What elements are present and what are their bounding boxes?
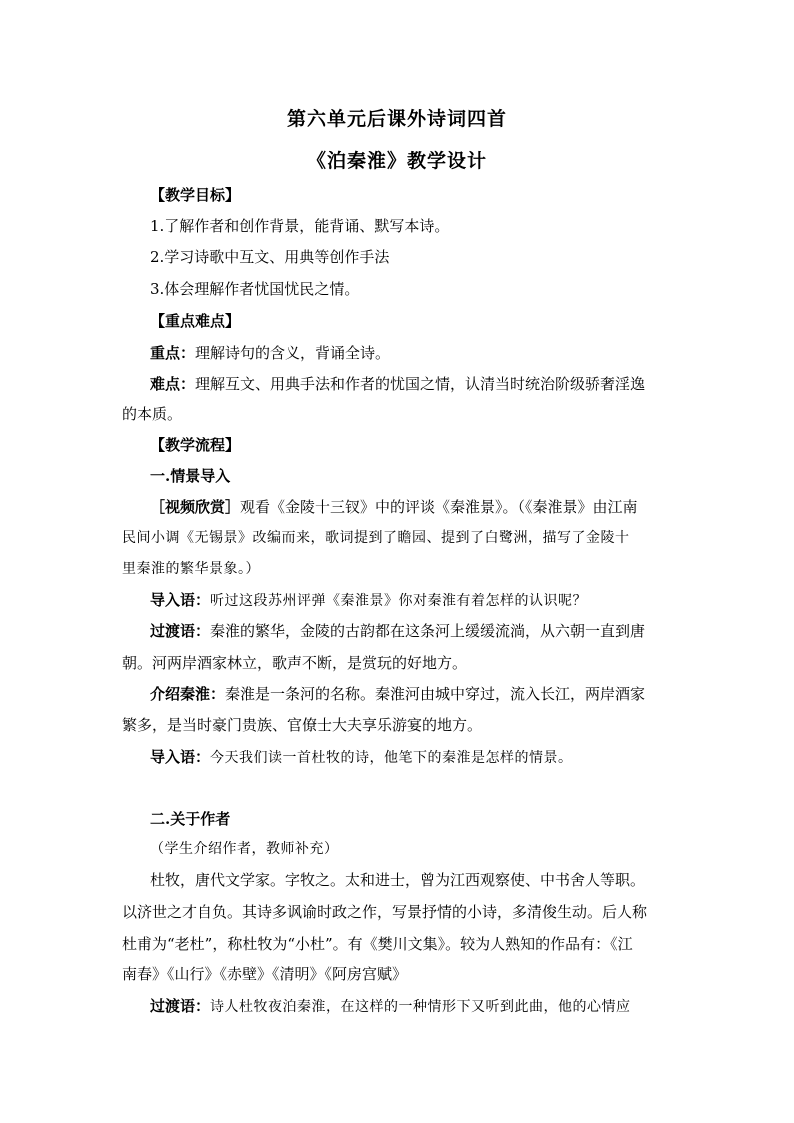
intro-line [150,590,682,612]
intro-label: 导入语： [150,591,211,609]
video-text-cont: 民间小调《无锡景》改编而来，歌词提到了瞻园、提到了白鹭洲，描写了金陵十 [122,530,630,546]
document-title: 第六单元后课外诗词四首 [286,108,507,130]
key-point-line [150,343,682,364]
difficulty-text: 理解互文、用典手法和作者的忧国之情，认清当时统治阶级骄奢淫逸 [195,375,646,393]
video-line [150,497,682,518]
document-subtitle: 《泊秦淮》教学设计 [306,150,487,172]
qinhuai-intro-line [150,684,682,705]
video-text-cont: 里秦淮的繁华景象。） [122,561,260,577]
author-text: 杜甫为“老杜”，称杜牧为“小杜”。有《樊川文集》。较为人熟知的作品有：《江 [122,935,633,953]
section-2-heading: 二.关于作者 [150,810,231,828]
transition-line-2 [150,996,682,1018]
section-1-heading: 一.情景导入 [150,467,231,485]
author-text: 以济世之才自负。其诗多讽谕时政之作，写景抒情的小诗，多清俊生动。后人称 [122,903,648,921]
flow-heading: 【教学流程】 [150,436,241,454]
video-label: ［视频欣赏］ [150,498,241,516]
intro-text: 今天我们读一首杜牧的诗，他笔下的秦淮是怎样的情景。 [210,750,573,766]
objective-item: 1.了解作者和创作背景，能背诵、默写本诗。 [150,217,450,235]
transition-text: 诗人杜牧夜泊秦淮，在这样的一种情形下又听到此曲，他的心情应 [210,999,631,1015]
difficulty-text-cont: 的本质。 [122,405,183,423]
author-text: 南春》《山行》《赤壁》《清明》《阿房宫赋》 [122,965,408,983]
author-text: 杜牧，唐代文学家。字牧之。太和进士，曾为江西观察使、中书舍人等职。 [150,871,646,889]
objectives-heading: 【教学目标】 [150,186,241,204]
transition-label: 过渡语： [150,622,211,640]
transition-label: 过渡语： [150,997,211,1015]
key-label: 重点： [150,344,196,362]
intro-label: 导入语： [150,748,211,766]
transition-text: 秦淮的繁华，金陵的古韵都在这条河上缓缓流淌，从六朝一直到唐 [210,622,646,640]
intro-text: 听过这段苏州评弹《秦淮景》你对秦淮有着怎样的认识呢？ [210,593,588,609]
key-text: 理解诗句的含义，背诵全诗。 [195,344,391,362]
difficulty-label: 难点： [150,375,196,393]
qinhuai-text: 秦淮是一条河的名称。秦淮河由城中穿过，流入长江，两岸酒家 [225,685,646,703]
transition-text-cont: 朝。河两岸酒家林立，歌声不断，是赏玩的好地方。 [122,654,468,672]
difficulty-line [150,374,682,395]
qinhuai-text-cont: 繁多，是当时豪门贵族、官僚士大夫享乐游宴的地方。 [122,716,483,734]
transition-line [150,621,682,642]
intro-line-2 [150,747,682,769]
objective-item: 2.学习诗歌中互文、用典等创作手法 [150,248,390,266]
qinhuai-label: 介绍秦淮： [150,685,226,703]
key-points-heading: 【重点难点】 [150,312,241,330]
section-2-note: （学生介绍作者，教师补充） [150,841,339,857]
objective-item: 3.体会理解作者忧国忧民之情。 [150,280,360,298]
video-text: 观看《金陵十三钗》中的评谈《秦淮景》。（《秦淮景》由江南 [240,498,638,516]
